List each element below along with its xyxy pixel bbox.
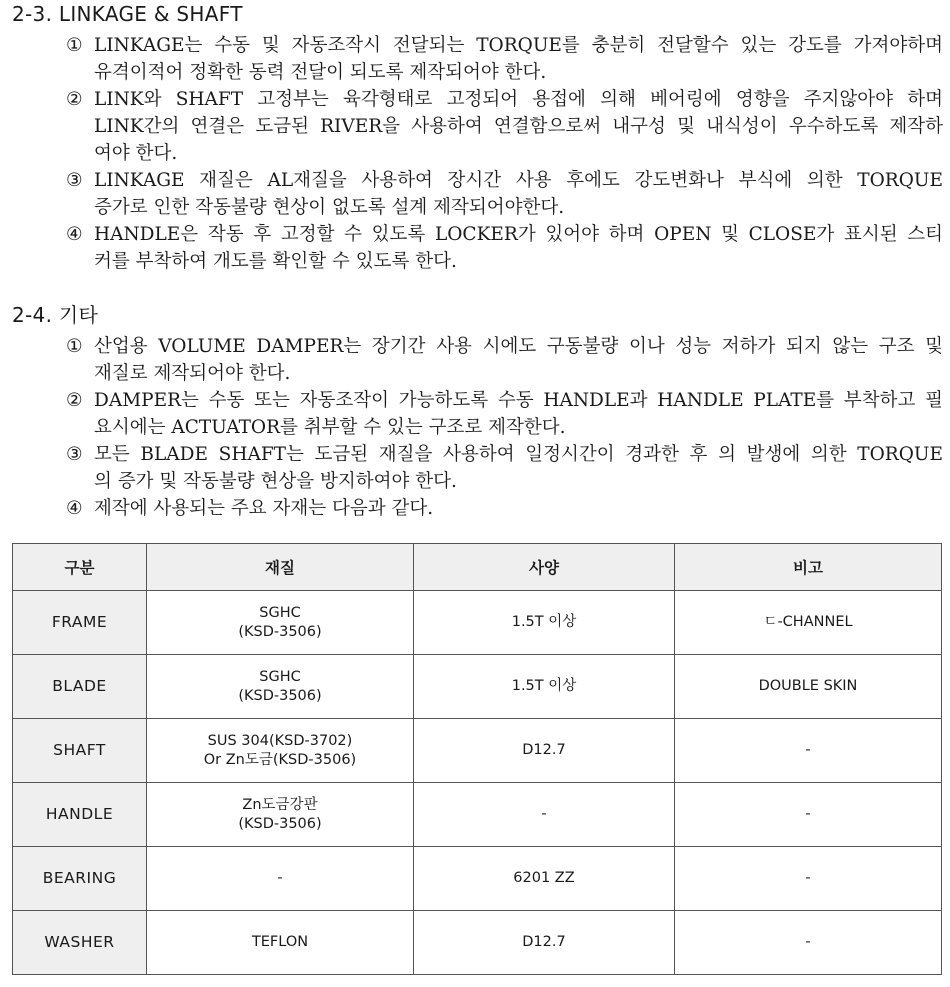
table-row [13, 591, 942, 655]
row-note: - [675, 847, 942, 911]
list-item: ① LINKAGE는 수동 및 자동조작시 전달되는 TORQUE를 충분히 전달할수 있는 강도를 가져야하며 유격이적어 정확한 동력 전달이 되도록 제작되어야 한다. [66, 35, 943, 83]
section-title-linkage-shaft: 2-3. LINKAGE & SHAFT [12, 2, 243, 26]
table-row [13, 847, 942, 911]
header-spec: 사양 [414, 544, 675, 591]
row-spec: 6201 ZZ [414, 847, 675, 911]
section-title-misc: 2-4. 기타 [12, 303, 99, 327]
list-item: ① 산업용 VOLUME DAMPER는 장기간 사용 시에도 구동불량 이나 성능 저하가 되지 않는 구조 및 재질로 제작되어야 한다. [66, 336, 943, 384]
row-spec: 1.5T 이상 [414, 591, 675, 655]
row-name: HANDLE [13, 783, 147, 847]
list-item: ② DAMPER는 수동 또는 자동조작이 가능하도록 수동 HANDLE과 HANDLE PLATE를 부착하고 필 요시에는 ACTUATOR를 취부할 수 있는 구조로 제작한다. [66, 390, 943, 438]
row-note: - [675, 783, 942, 847]
row-spec: D12.7 [414, 911, 675, 975]
row-spec: D12.7 [414, 719, 675, 783]
list-item: ③ LINKAGE 재질은 AL재질을 사용하여 장시간 사용 후에도 강도변화나 부식에 의한 TORQUE 증가로 인한 작동불량 현상이 없도록 설계 제작되어야한다. [66, 170, 943, 218]
header-note: 비고 [675, 544, 942, 591]
header-category: 구분 [13, 544, 147, 591]
row-spec: - [414, 783, 675, 847]
table-header-row [13, 544, 942, 591]
row-material: Zn도금강판 (KSD-3506) [147, 783, 414, 847]
table-row [13, 719, 942, 783]
row-name: BLADE [13, 655, 147, 719]
row-material: - [147, 847, 414, 911]
list-item: ② LINK와 SHAFT 고정부는 육각형태로 고정되어 용접에 의해 베어링에 영향을 주지않아야 하며 LINK간의 연결은 도금된 RIVER을 사용하여 연결함으로써 내구성 및 내식성이 우수하도록 제작하 여야 한다. [66, 89, 943, 164]
list-item: ④ 제작에 사용되는 주요 자재는 다음과 같다. [66, 498, 434, 519]
row-name: BEARING [13, 847, 147, 911]
table-row [13, 783, 942, 847]
row-note: - [675, 719, 942, 783]
table-row [13, 911, 942, 975]
row-note: ㄷ-CHANNEL [675, 591, 942, 655]
row-material: SGHC (KSD-3506) [147, 655, 414, 719]
header-material: 재질 [147, 544, 414, 591]
row-material: TEFLON [147, 911, 414, 975]
row-name: FRAME [13, 591, 147, 655]
row-material: SUS 304(KSD-3702) Or Zn도금(KSD-3506) [147, 719, 414, 783]
row-note: - [675, 911, 942, 975]
list-item: ④ HANDLE은 작동 후 고정할 수 있도록 LOCKER가 있어야 하며 OPEN 및 CLOSE가 표시된 스티 커를 부착하여 개도를 확인할 수 있도록 한다. [66, 224, 943, 272]
materials-table [12, 543, 942, 975]
list-item: ③ 모든 BLADE SHAFT는 도금된 재질을 사용하여 일정시간이 경과한 후 의 발생에 의한 TORQUE 의 증가 및 작동불량 현상을 방지하여야 한다. [66, 444, 943, 492]
table-row [13, 655, 942, 719]
row-note: DOUBLE SKIN [675, 655, 942, 719]
row-name: WASHER [13, 911, 147, 975]
row-material: SGHC (KSD-3506) [147, 591, 414, 655]
row-name: SHAFT [13, 719, 147, 783]
row-spec: 1.5T 이상 [414, 655, 675, 719]
